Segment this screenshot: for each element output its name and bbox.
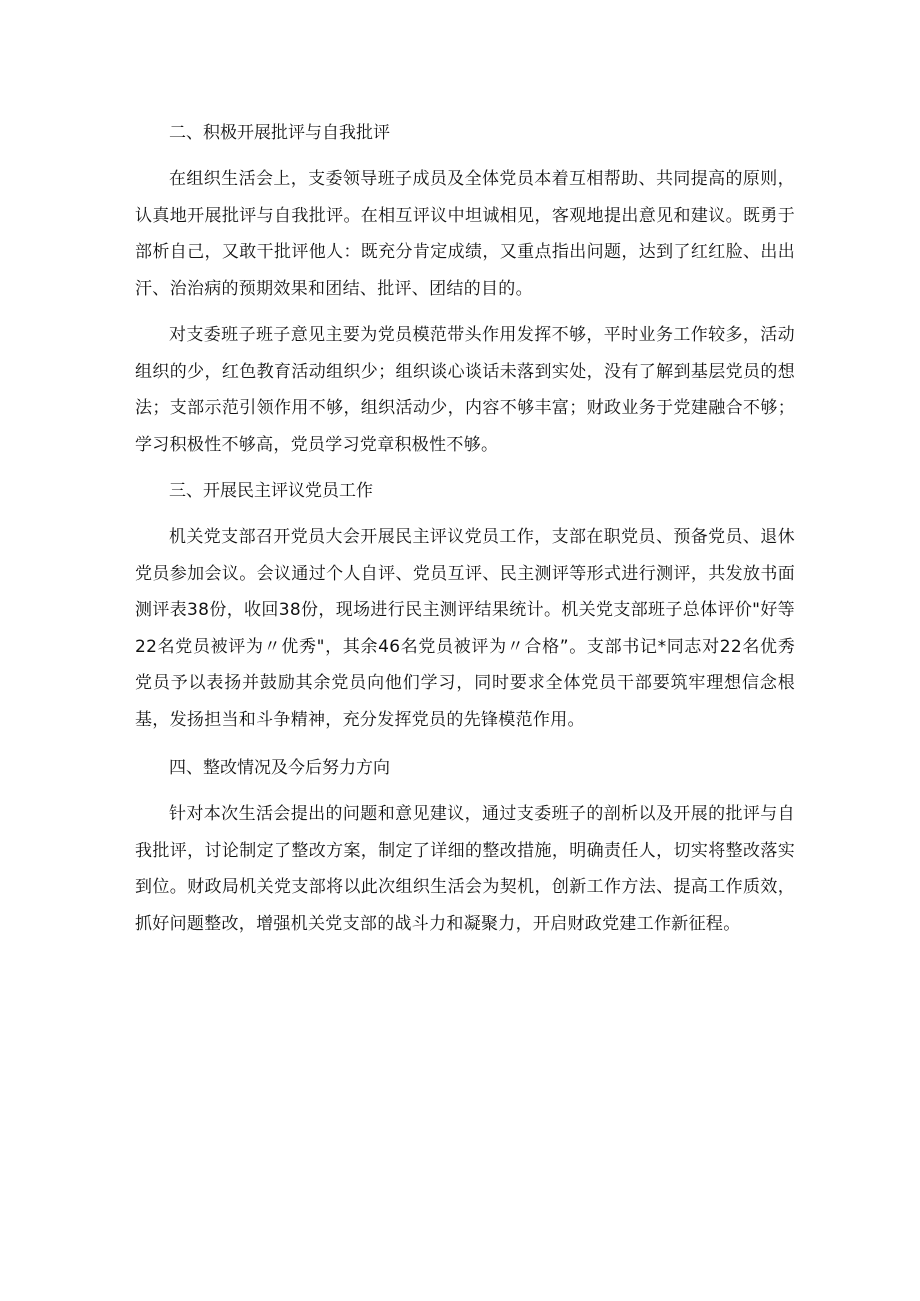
paragraph-committee-opinions: 对支委班子班子意见主要为党员模范带头作用发挥不够，平时业务工作较多，活动组织的少，红色教育活动组织少；组织谈心谈话未落到实处，没有了解到基层党员的想法；支部示范引领作用不够，组织活动少，内容不够丰富；财政业务于党建融合不够；学习积极性不够高，党员学习党章积极性不够。 [135, 325, 795, 455]
paragraph-criticism-meeting: 在组织生活会上，支委领导班子成员及全体党员本着互相帮助、共同提高的原则，认真地开展批评与自我批评。在相互评议中坦诚相见，客观地提出意见和建议。既勇于部析自己，又敢干批评他人：既充分肯定成绩，又重点指出问题，达到了红红脸、出出汗、治治病的预期效果和团结、批评、团结的目的。 [135, 169, 795, 299]
document-body [135, 115, 795, 942]
section-heading-democratic-evaluation: 三、开展民主评议党员工作 [169, 481, 373, 501]
paragraph-evaluation-results: 机关党支部召开党员大会开展民主评议党员工作，支部在职党员、预备党员、退休党员参加会议。会议通过个人自评、党员互评、民主测评等形式进行测评，共发放书面测评表38份，收回38份，现场进行民主测评结果统计。机关党支部班子总体评价"好等22名党员被评为〃优秀"，其余46名党员被评为〃合格”。支部书记*同志对22名优秀党员予以表扬并鼓励其余党员向他们学习，同时要求全体党员干部要筑牢理想信念根基，发扬担当和斗争精神，充分发挥党员的先锋模范作用。 [135, 527, 795, 730]
section-heading-criticism: 二、积极开展批评与自我批评 [169, 123, 390, 143]
section-heading-rectification: 四、整改情况及今后努力方向 [169, 758, 390, 778]
paragraph-rectification-plan: 针对本次生活会提出的问题和意见建议，通过支委班子的剖析以及开展的批评与自我批评，讨论制定了整改方案，制定了详细的整改措施，明确责任人，切实将整改落实到位。财政局机关党支部将以此次组织生活会为契机，创新工作方法、提高工作质效，抓好问题整改，增强机关党支部的战斗力和凝聚力，开启财政党建工作新征程。 [135, 804, 795, 934]
